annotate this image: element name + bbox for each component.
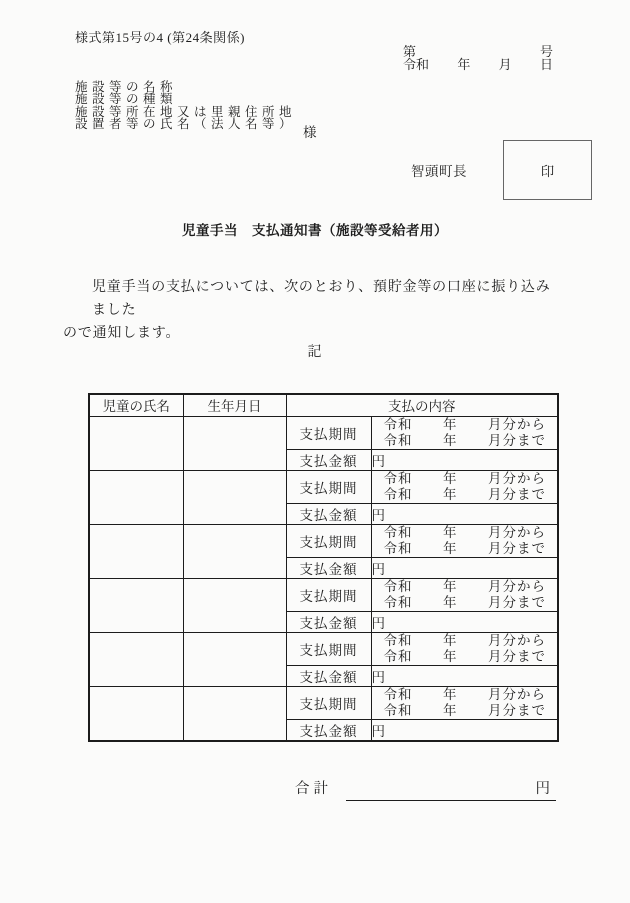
period-to-line bbox=[372, 541, 558, 557]
amount-label: 支払金額 bbox=[286, 665, 371, 686]
months-to-label: 月分まで bbox=[488, 540, 546, 556]
months-from-label: 月分から bbox=[488, 632, 546, 648]
period-label: 支払期間 bbox=[286, 632, 371, 665]
child-name-cell bbox=[89, 524, 183, 578]
era-label: 令和 bbox=[383, 540, 413, 556]
seal-label: 印 bbox=[540, 164, 555, 179]
header-payment-details: 支払の内容 bbox=[286, 394, 558, 416]
birth-date-cell bbox=[183, 632, 286, 686]
period-to-line bbox=[372, 649, 558, 665]
seal-box bbox=[503, 140, 592, 200]
year-label: 年 bbox=[443, 432, 458, 448]
period-value-cell bbox=[371, 578, 558, 611]
date-day: 日 bbox=[539, 57, 553, 72]
period-from-line bbox=[372, 633, 558, 649]
child-name-cell bbox=[89, 578, 183, 632]
body-line-2: ので通知します。 bbox=[63, 326, 181, 341]
period-to-line bbox=[372, 433, 558, 449]
birth-date-cell bbox=[183, 578, 286, 632]
notation-ki: 記 bbox=[307, 345, 323, 360]
amount-value-cell: 円 bbox=[371, 503, 558, 524]
period-label: 支払期間 bbox=[286, 524, 371, 557]
child-name-cell bbox=[89, 416, 183, 470]
table-row bbox=[89, 578, 558, 611]
child-name-cell bbox=[89, 470, 183, 524]
header-child-name: 児童の氏名 bbox=[89, 394, 183, 416]
total-unit: 円 bbox=[535, 781, 550, 797]
date-month: 月 bbox=[498, 57, 512, 72]
amount-value-cell: 円 bbox=[371, 719, 558, 741]
period-value-cell bbox=[371, 632, 558, 665]
era-label: 令和 bbox=[383, 686, 413, 702]
recipient-founder-name: 設置者等の氏名（法人名等） bbox=[75, 117, 297, 132]
period-from-line bbox=[372, 687, 558, 703]
period-label: 支払期間 bbox=[286, 578, 371, 611]
era-label: 令和 bbox=[383, 648, 413, 664]
period-from-line bbox=[372, 417, 558, 433]
era-label: 令和 bbox=[383, 416, 413, 432]
form-number: 様式第15号の4 (第24条関係) bbox=[75, 30, 245, 45]
amount-value-cell: 円 bbox=[371, 557, 558, 578]
era-label: 令和 bbox=[383, 486, 413, 502]
months-from-label: 月分から bbox=[488, 524, 546, 540]
months-to-label: 月分まで bbox=[488, 432, 546, 448]
total-row bbox=[295, 778, 556, 801]
doc-number-suffix: 号 bbox=[539, 44, 553, 59]
year-label: 年 bbox=[443, 578, 458, 594]
era-label: 令和 bbox=[383, 524, 413, 540]
year-label: 年 bbox=[443, 702, 458, 718]
period-to-line bbox=[372, 595, 558, 611]
months-to-label: 月分まで bbox=[488, 594, 546, 610]
amount-value-cell: 円 bbox=[371, 449, 558, 470]
document-title: 児童手当 支払通知書（施設等受給者用） bbox=[182, 223, 448, 238]
recipient-facility-type: 施設等の種類 bbox=[75, 92, 178, 107]
child-name-cell bbox=[89, 686, 183, 741]
year-label: 年 bbox=[443, 524, 458, 540]
table-row bbox=[89, 524, 558, 557]
amount-label: 支払金額 bbox=[286, 557, 371, 578]
months-from-label: 月分から bbox=[488, 470, 546, 486]
year-label: 年 bbox=[443, 486, 458, 502]
amount-value-cell: 円 bbox=[371, 611, 558, 632]
year-label: 年 bbox=[443, 470, 458, 486]
era-label: 令和 bbox=[383, 470, 413, 486]
table-header-row bbox=[89, 394, 558, 416]
months-from-label: 月分から bbox=[488, 578, 546, 594]
birth-date-cell bbox=[183, 686, 286, 741]
issuer-name: 智頭町長 bbox=[411, 164, 467, 179]
era-label: 令和 bbox=[383, 432, 413, 448]
era-label: 令和 bbox=[383, 594, 413, 610]
period-value-cell bbox=[371, 686, 558, 719]
year-label: 年 bbox=[443, 540, 458, 556]
date-year: 年 bbox=[457, 57, 471, 72]
era-label: 令和 bbox=[383, 578, 413, 594]
date-era: 令和 bbox=[403, 57, 430, 72]
body-paragraph bbox=[63, 276, 561, 345]
months-from-label: 月分から bbox=[488, 686, 546, 702]
period-label: 支払期間 bbox=[286, 470, 371, 503]
recipient-facility-address: 施設等所在地又は里親住所地 bbox=[75, 104, 297, 119]
period-from-line bbox=[372, 471, 558, 487]
year-label: 年 bbox=[443, 594, 458, 610]
body-line-1: 児童手当の支払については、次のとおり、預貯金等の口座に振り込みました bbox=[92, 280, 551, 318]
birth-date-cell bbox=[183, 470, 286, 524]
amount-label: 支払金額 bbox=[286, 611, 371, 632]
amount-label: 支払金額 bbox=[286, 449, 371, 470]
date-line bbox=[403, 58, 553, 71]
table-row bbox=[89, 416, 558, 449]
months-to-label: 月分まで bbox=[488, 648, 546, 664]
period-value-cell bbox=[371, 416, 558, 449]
doc-number-prefix: 第 bbox=[403, 44, 417, 59]
year-label: 年 bbox=[443, 416, 458, 432]
months-to-label: 月分まで bbox=[488, 702, 546, 718]
period-value-cell bbox=[371, 524, 558, 557]
period-to-line bbox=[372, 487, 558, 503]
payment-table bbox=[88, 393, 559, 742]
period-value-cell bbox=[371, 470, 558, 503]
table-row bbox=[89, 686, 558, 719]
year-label: 年 bbox=[443, 686, 458, 702]
doc-number-date-block bbox=[403, 45, 553, 71]
year-label: 年 bbox=[443, 648, 458, 664]
recipient-block bbox=[75, 80, 317, 140]
birth-date-cell bbox=[183, 524, 286, 578]
total-label: 合計 bbox=[295, 781, 332, 797]
period-label: 支払期間 bbox=[286, 416, 371, 449]
months-from-label: 月分から bbox=[488, 416, 546, 432]
period-label: 支払期間 bbox=[286, 686, 371, 719]
table-row bbox=[89, 470, 558, 503]
period-from-line bbox=[372, 525, 558, 541]
honorific-sama: 様 bbox=[303, 125, 317, 140]
era-label: 令和 bbox=[383, 632, 413, 648]
birth-date-cell bbox=[183, 416, 286, 470]
table-row bbox=[89, 632, 558, 665]
recipient-facility-name: 施設等の名称 bbox=[75, 80, 178, 94]
months-to-label: 月分まで bbox=[488, 486, 546, 502]
era-label: 令和 bbox=[383, 702, 413, 718]
period-to-line bbox=[372, 703, 558, 719]
period-from-line bbox=[372, 579, 558, 595]
header-birth-date: 生年月日 bbox=[183, 394, 286, 416]
total-amount-line bbox=[346, 778, 556, 801]
amount-value-cell: 円 bbox=[371, 665, 558, 686]
amount-label: 支払金額 bbox=[286, 719, 371, 741]
year-label: 年 bbox=[443, 632, 458, 648]
amount-label: 支払金額 bbox=[286, 503, 371, 524]
child-name-cell bbox=[89, 632, 183, 686]
